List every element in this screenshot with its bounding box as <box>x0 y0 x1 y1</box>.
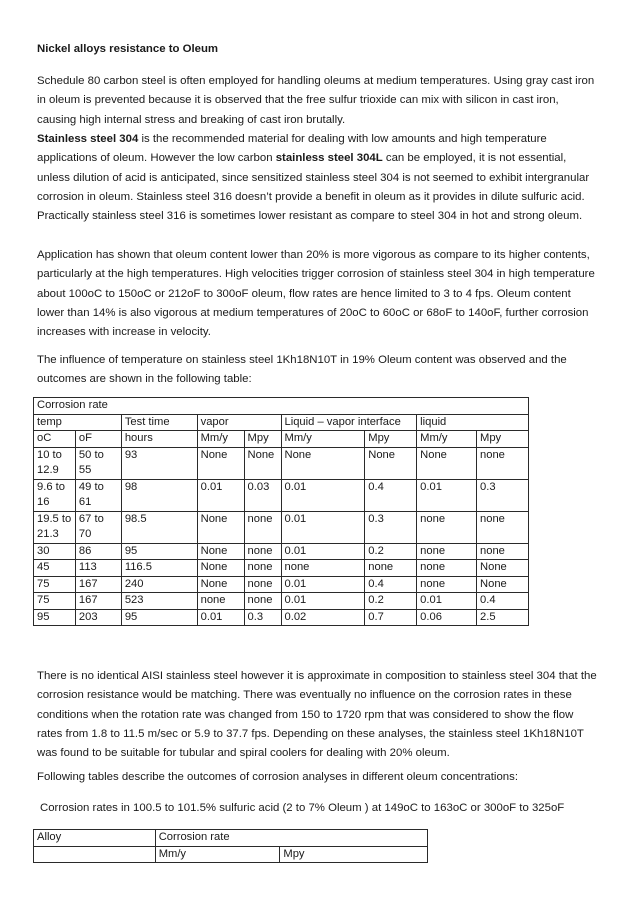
header-cell: Mm/y <box>155 846 280 863</box>
table-cell: None <box>197 576 244 593</box>
table-cell: 98 <box>121 479 197 511</box>
table-cell: 93 <box>121 447 197 479</box>
header-cell: Liquid – vapor interface <box>281 414 417 431</box>
table-cell: 0.01 <box>197 609 244 626</box>
table-row <box>34 576 529 593</box>
bold-term: Stainless steel 304 <box>37 133 139 145</box>
paragraph-carbon-steel <box>37 72 597 130</box>
header-cell: liquid <box>417 414 529 431</box>
table-cell: 0.01 <box>281 479 365 511</box>
table-cell: none <box>417 576 477 593</box>
table-cell: none <box>477 543 529 560</box>
table-cell: 0.3 <box>477 479 529 511</box>
paragraph-application <box>37 246 597 342</box>
table-cell: 203 <box>75 609 121 626</box>
table-cell: 0.4 <box>365 479 417 511</box>
table-cell: 0.4 <box>477 593 529 610</box>
header-cell: Alloy <box>34 830 156 847</box>
table-cell: 113 <box>75 560 121 577</box>
text-run: is the recommended material for dealing with low amounts and high temperature applications of oleum. However the low carbon <box>37 133 547 165</box>
paragraph-temperature-influence <box>37 351 597 390</box>
text-run: can be employed, it is not essential, unless dilution of acid is anticipated, since sensitized stainless steel 304 is not seemed to exhibit intergranular corrosion in oleum. Stainless steel 316 doesn’t provide a benefit in oleum as it provides in dilute sulfuric acid. Practically stainless steel 316 is sometimes lower resistant as compare to steel 304 in hot and strong oleum. <box>37 152 590 223</box>
paragraph-text <box>37 130 597 226</box>
table-caption: Corrosion rate <box>34 398 529 415</box>
table-row <box>34 609 529 626</box>
paragraph-text: There is no identical AISI stainless steel however it is approximate in composition to stainless steel 304 that the corrosion resistance would be matching. There was eventually no influence on the corrosion rates in these conditions when the rotation rate was changed from 150 to 1720 rpm that was considered to show the flow rates from 1.8 to 11.5 m/sec or 5.9 to 37.7 fps. Depending on these analyses, the stainless steel 1Kh18N10T was found to be suitable for tubular and spiral coolers for dealing with 20% oleum. <box>37 670 597 760</box>
table-cell: None <box>197 543 244 560</box>
table-cell: 0.01 <box>281 576 365 593</box>
table-header-row <box>34 830 428 847</box>
table-cell: none <box>244 576 281 593</box>
paragraph-following-tables <box>37 768 597 787</box>
paragraph-text: Corrosion rates in 100.5 to 101.5% sulfuric acid (2 to 7% Oleum ) at 149oC to 163oC or 300oF to 325oF <box>40 802 565 814</box>
paragraph-text: Application has shown that oleum content lower than 20% is more vigorous as compare to its higher contents, particularly at the high temperatures. High velocities trigger corrosion of stainless steel 304 in high temperature about 100oC to 150oC or 212oF to 300oF oleum, flow rates are hence limited to 3 to 4 fps. Oleum content lower than 14% is also vigorous at medium temperatures of 20oC to 60oC or 68oF to 140oF, further corrosion increases with increase in velocity. <box>37 249 595 339</box>
table-cell: none <box>244 593 281 610</box>
table-sub-header-row <box>34 431 529 448</box>
table-cell: 67 to 70 <box>75 511 121 543</box>
paragraph-text: The influence of temperature on stainless steel 1Kh18N10T in 19% Oleum content was observed and the outcomes are shown in the following table: <box>37 354 567 386</box>
table-cell: 0.4 <box>365 576 417 593</box>
table-cell: 116.5 <box>121 560 197 577</box>
table-cell: 10 to 12.9 <box>34 447 76 479</box>
table-cell: 0.3 <box>244 609 281 626</box>
table-cell: None <box>197 511 244 543</box>
header-cell: Corrosion rate <box>155 830 427 847</box>
table-body <box>34 447 529 626</box>
table-cell: 30 <box>34 543 76 560</box>
table-cell: none <box>417 511 477 543</box>
table-cell: 9.6 to 16 <box>34 479 76 511</box>
table-cell: None <box>281 447 365 479</box>
table-cell: 523 <box>121 593 197 610</box>
table-cell: none <box>244 511 281 543</box>
table-cell: None <box>477 576 529 593</box>
table-cell: None <box>197 447 244 479</box>
table-cell: 0.01 <box>281 511 365 543</box>
header-cell: Mpy <box>365 431 417 448</box>
table-cell: None <box>365 447 417 479</box>
paragraph-aisi-comparison <box>37 667 597 763</box>
alloy-corrosion-table <box>33 829 428 863</box>
table-cell: 45 <box>34 560 76 577</box>
table-cell: 0.2 <box>365 593 417 610</box>
table-cell: none <box>244 543 281 560</box>
header-cell: hours <box>121 431 197 448</box>
table-cell: None <box>417 447 477 479</box>
table-cell: 0.01 <box>417 593 477 610</box>
table-row <box>34 479 529 511</box>
table-cell: 0.01 <box>417 479 477 511</box>
header-cell <box>34 846 156 863</box>
table-cell: 0.03 <box>244 479 281 511</box>
table-row <box>34 447 529 479</box>
paragraph-stainless-304 <box>37 130 597 226</box>
table-cell: 0.06 <box>417 609 477 626</box>
table-cell: 240 <box>121 576 197 593</box>
table-cell: 95 <box>121 609 197 626</box>
header-cell: Mpy <box>280 846 428 863</box>
bold-term: stainless steel 304L <box>275 152 383 165</box>
table-cell: 167 <box>75 593 121 610</box>
table-cell: 75 <box>34 593 76 610</box>
corrosion-rate-table <box>33 397 529 626</box>
header-cell: Mpy <box>244 431 281 448</box>
table-cell: none <box>477 447 529 479</box>
table-row <box>34 560 529 577</box>
table-cell: None <box>244 447 281 479</box>
table-cell: 167 <box>75 576 121 593</box>
table-cell: none <box>197 593 244 610</box>
table-group-header-row <box>34 414 529 431</box>
table-sub-header-row <box>34 846 428 863</box>
table-cell: 86 <box>75 543 121 560</box>
header-cell: vapor <box>197 414 281 431</box>
table-cell: none <box>244 560 281 577</box>
table-cell: 2.5 <box>477 609 529 626</box>
table-cell: 0.7 <box>365 609 417 626</box>
paragraph-text: Following tables describe the outcomes of corrosion analyses in different oleum concentrations: <box>37 771 518 783</box>
document-title: Nickel alloys resistance to Oleum <box>37 43 219 55</box>
table-cell: 75 <box>34 576 76 593</box>
table-row <box>34 543 529 560</box>
table-cell: 50 to 55 <box>75 447 121 479</box>
table-cell: None <box>197 560 244 577</box>
header-cell: temp <box>34 414 122 431</box>
table-cell: none <box>281 560 365 577</box>
table-row <box>34 593 529 610</box>
table-cell: 0.2 <box>365 543 417 560</box>
table-cell: none <box>365 560 417 577</box>
header-cell: Mpy <box>477 431 529 448</box>
header-cell: Mm/y <box>197 431 244 448</box>
header-cell: oC <box>34 431 76 448</box>
table-row <box>34 511 529 543</box>
table-cell: none <box>417 543 477 560</box>
table-cell: 0.3 <box>365 511 417 543</box>
table-cell: 0.01 <box>281 593 365 610</box>
header-cell: Mm/y <box>417 431 477 448</box>
table-cell: 0.02 <box>281 609 365 626</box>
table-2-caption <box>40 799 600 818</box>
paragraph-text: Schedule 80 carbon steel is often employed for handling oleums at medium temperatures. Using gray cast iron in oleum is prevented because it is observed that the free sulfur trioxide can mix with silicon in cast iron, causing high internal stress and breaking of cast iron brutally. <box>37 75 595 126</box>
table-caption-row <box>34 398 529 415</box>
table-cell: none <box>417 560 477 577</box>
table-cell: 95 <box>121 543 197 560</box>
table-cell: 0.01 <box>281 543 365 560</box>
table-cell: 49 to 61 <box>75 479 121 511</box>
header-cell: Mm/y <box>281 431 365 448</box>
table-cell: 19.5 to 21.3 <box>34 511 76 543</box>
header-cell: oF <box>75 431 121 448</box>
table-cell: None <box>477 560 529 577</box>
table-cell: none <box>477 511 529 543</box>
header-cell: Test time <box>121 414 197 431</box>
table-cell: 98.5 <box>121 511 197 543</box>
table-cell: 0.01 <box>197 479 244 511</box>
table-cell: 95 <box>34 609 76 626</box>
